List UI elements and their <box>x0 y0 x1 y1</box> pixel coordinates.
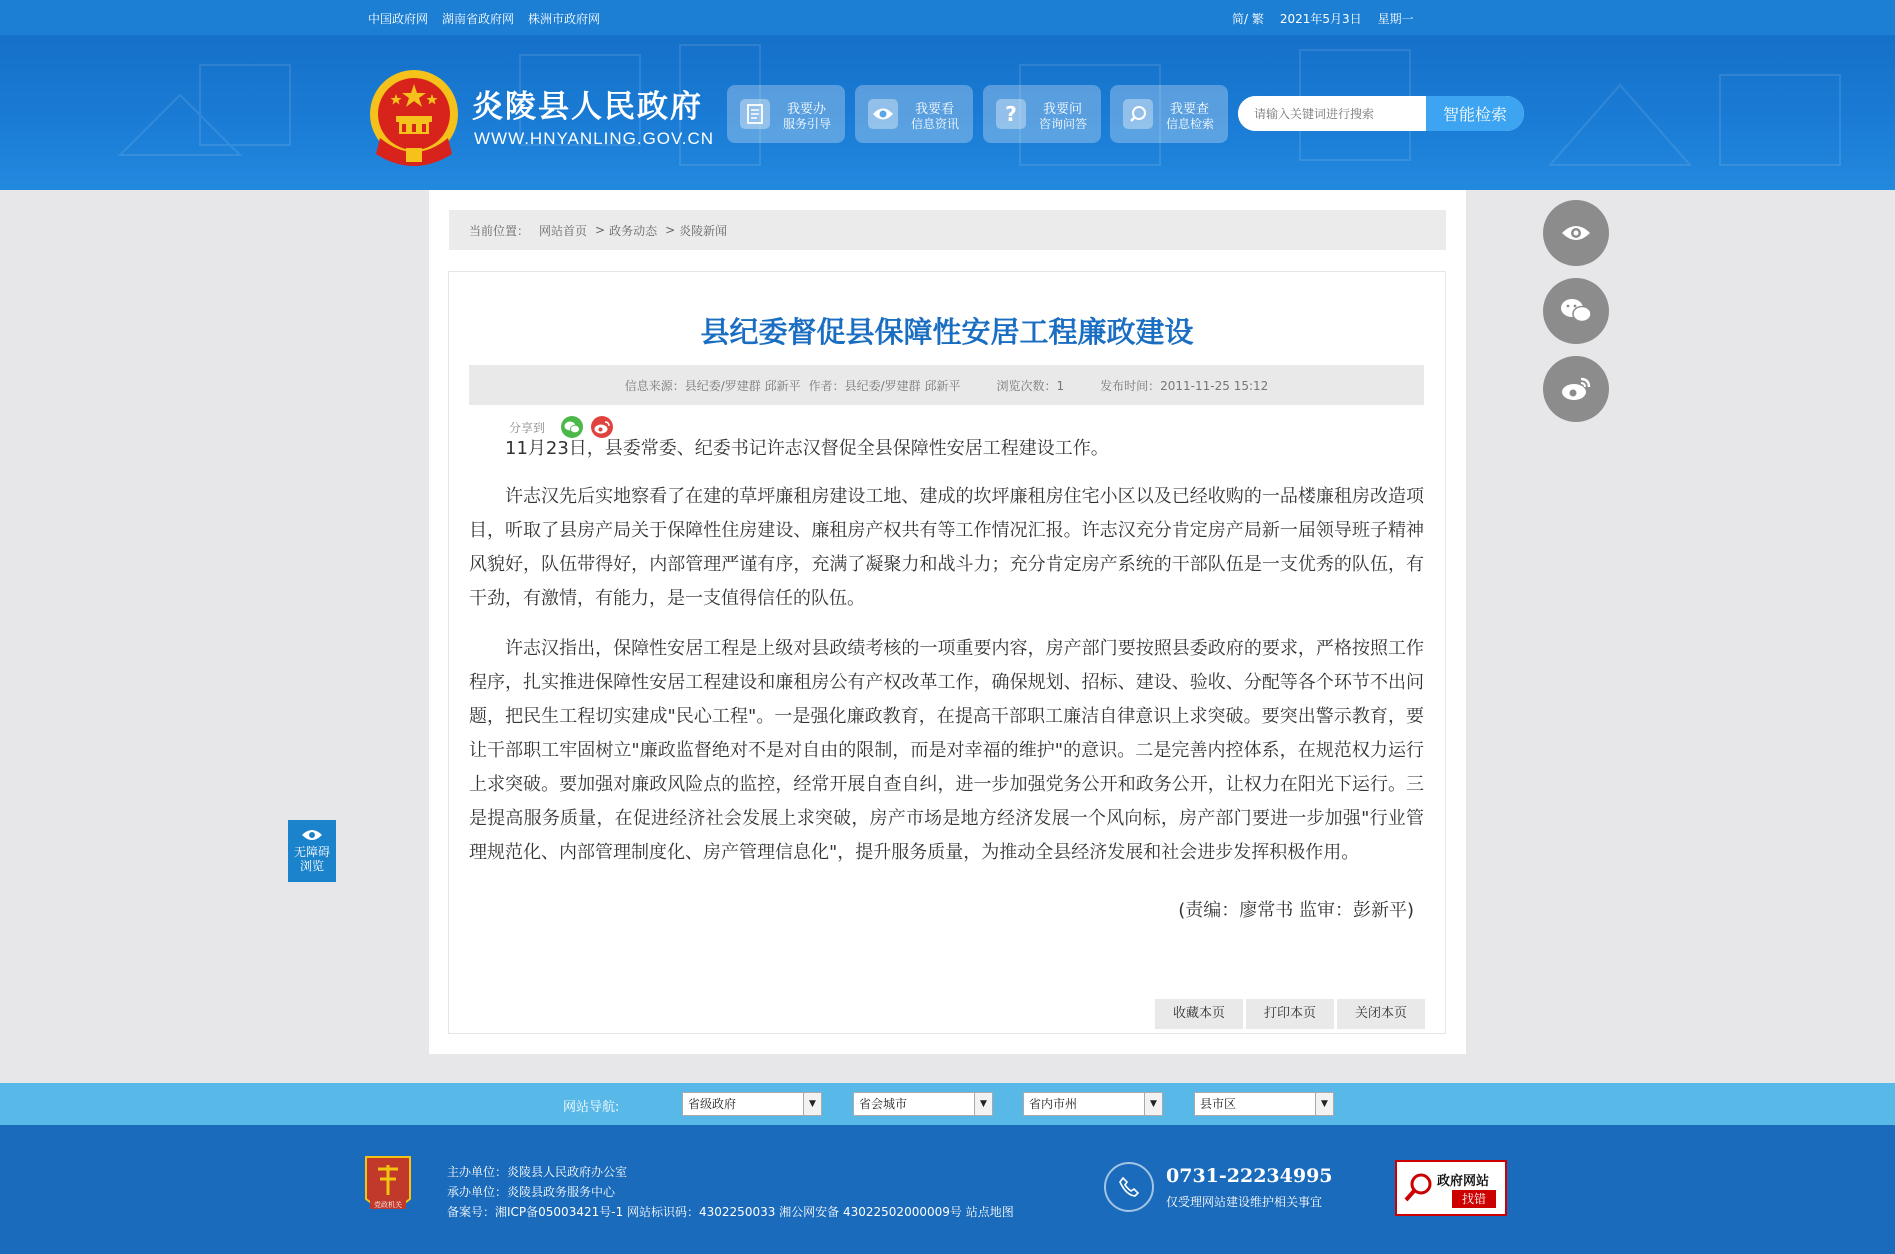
bookmark-page-button[interactable]: 收藏本页 <box>1155 999 1243 1029</box>
current-date: 2021年5月3日 <box>1279 12 1362 26</box>
chevron-down-icon: ▼ <box>974 1093 992 1115</box>
article-editor: (责编：廖常书 监审：彭新平) <box>1178 900 1414 921</box>
quick-link-info[interactable] <box>855 85 973 143</box>
main-panel <box>429 190 1466 1054</box>
meta-views: 浏览次数：1 <box>996 378 1065 393</box>
accessibility-label: 浏览 <box>299 859 324 873</box>
search-input[interactable] <box>1238 96 1426 131</box>
magnifier-icon <box>1403 1172 1435 1204</box>
eye-icon <box>868 99 898 129</box>
wechat-icon <box>1560 298 1592 324</box>
site-navigation-bar <box>0 1083 1895 1125</box>
search-icon <box>1123 99 1153 129</box>
article-meta <box>469 365 1424 405</box>
link-china-gov[interactable]: 中国政府网 <box>368 12 429 26</box>
quick-link-qa[interactable] <box>983 85 1101 143</box>
national-emblem-icon <box>366 68 462 174</box>
footer-phone: 0731-22234995 <box>1166 1165 1333 1187</box>
quick-link-title: 我要问 <box>1043 102 1083 117</box>
svg-text:党政机关: 党政机关 <box>374 1201 402 1209</box>
article-body <box>469 432 1424 886</box>
document-icon <box>740 99 770 129</box>
site-domain: WWW.HNYANLING.GOV.CN <box>474 129 715 148</box>
link-hunan-gov[interactable]: 湖南省政府网 <box>442 12 515 26</box>
breadcrumb-news[interactable]: 政务动态 <box>609 223 658 238</box>
eye-icon <box>1561 223 1591 243</box>
error-report-title: 政府网站 <box>1437 1174 1490 1189</box>
party-gov-badge-icon[interactable] <box>362 1155 414 1217</box>
article-paragraph: 许志汉指出，保障性安居工程是上级对县政绩考核的一项重要内容，房产部门要按照县委政府的要求，严格按照工作程序，扎实推进保障性安居工程建设和廉租房公有产权改革工作，确保规划、招标、建设、验收、分配等各个环节不出问题，把民生工程切实建成"民心工程"。一是强化廉政教育，在提高干部职工廉洁自律意识上求突破。要突出警示教育，要让干部职工牢固树立"廉政监督绝对不是对自由的限制，而是对幸福的维护"的意识。二是完善内控体系，在规范权力运行上求突破。要加强对廉政风险点的监控，经常开展自查自纠，进一步加强党务公开和政务公开，让权力在阳光下运行。三是提高服务质量，在促进经济社会发展上求突破，房产市场是地方经济发展一个风向标，房产部门要进一步加强"行业管理规范化、内部管理制度化、房产管理信息化"，提升服务质量，为推动全县经济发展和社会进步发挥积极作用。 <box>469 638 1424 863</box>
current-weekday: 星期一 <box>1377 12 1414 26</box>
breadcrumb-separator: > <box>665 223 676 237</box>
language-switch[interactable]: 简/ 繁 <box>1232 12 1264 26</box>
share-label: 分享到 <box>509 420 546 435</box>
meta-time: 发布时间：2011-11-25 15:12 <box>1100 378 1269 393</box>
search-box <box>1238 96 1524 131</box>
breadcrumb-local-news[interactable]: 炎陵新闻 <box>679 223 728 238</box>
error-report-label: 找错 <box>1452 1190 1496 1208</box>
weibo-icon <box>1561 377 1591 401</box>
eye-icon <box>301 828 323 842</box>
side-wechat-button[interactable] <box>1543 278 1609 344</box>
site-nav-label: 网站导航: <box>563 1100 620 1115</box>
accessibility-label: 无障碍 <box>293 845 330 859</box>
chevron-down-icon: ▼ <box>1315 1093 1333 1115</box>
link-zhuzhou-gov[interactable]: 株洲市政府网 <box>528 12 601 26</box>
question-icon: ? <box>996 99 1026 129</box>
quick-link-service-guide[interactable] <box>727 85 845 143</box>
footer-host: 主办单位：炎陵县人民政府办公室 <box>447 1165 628 1179</box>
side-weibo-button[interactable] <box>1543 356 1609 422</box>
print-page-button[interactable]: 打印本页 <box>1246 999 1334 1029</box>
side-eye-button[interactable] <box>1543 200 1609 266</box>
article-paragraph: 许志汉先后实地察看了在建的草坪廉租房建设工地、建成的坎坪廉租房住宅小区以及已经收购的一品楼廉租房改造项目，听取了县房产局关于保障性住房建设、廉租房产权共有等工作情况汇报。许志汉充分肯定房产局新一届领导班子精神风貌好，队伍带得好，内部管理严谨有序，充满了凝聚力和战斗力；充分肯定房产系统的干部队伍是一支优秀的队伍，有干劲，有激情，有能力，是一支值得信任的队伍。 <box>469 486 1424 609</box>
close-page-button[interactable]: 关闭本页 <box>1337 999 1425 1029</box>
search-button[interactable]: 智能检索 <box>1426 96 1524 131</box>
quick-link-subtitle: 信息资讯 <box>911 117 960 131</box>
quick-link-subtitle: 信息检索 <box>1166 117 1215 131</box>
phone-icon <box>1104 1162 1154 1212</box>
select-capital-city[interactable]: 省会城市 ▼ <box>853 1092 993 1116</box>
footer-phone-note: 仅受理网站建设维护相关事宜 <box>1166 1195 1323 1209</box>
site-header <box>0 35 1895 190</box>
gov-site-error-report-button[interactable] <box>1395 1160 1507 1216</box>
quick-link-subtitle: 服务引导 <box>783 117 832 131</box>
chevron-down-icon: ▼ <box>1144 1093 1162 1115</box>
select-county[interactable]: 县市区 ▼ <box>1194 1092 1334 1116</box>
breadcrumb-separator: > <box>595 223 606 237</box>
quick-link-subtitle: 咨询问答 <box>1039 117 1088 131</box>
site-title[interactable]: 炎陵县人民政府 <box>472 89 703 125</box>
meta-author: 作者：县纪委/罗建群 邱新平 <box>808 378 961 393</box>
footer-organizer: 承办单位：炎陵县政务服务中心 <box>447 1185 616 1199</box>
breadcrumb-label: 当前位置： <box>469 223 530 238</box>
select-province-city[interactable]: 省内市州 ▼ <box>1023 1092 1163 1116</box>
article-paragraph: 11月23日，县委常委、纪委书记许志汉督促全县保障性安居工程建设工作。 <box>505 438 1109 459</box>
quick-link-title: 我要查 <box>1170 102 1210 117</box>
site-footer <box>0 1125 1895 1254</box>
top-links <box>368 10 600 27</box>
select-provincial-gov[interactable]: 省级政府 ▼ <box>682 1092 822 1116</box>
footer-record[interactable]: 备案号：湘ICP备05003421号-1 网站标识码：4302250033 湘公网安备 43022502000009号 站点地图 <box>447 1205 1014 1219</box>
quick-link-title: 我要看 <box>915 102 955 117</box>
breadcrumb-home[interactable]: 网站首页 <box>539 223 588 238</box>
accessibility-button[interactable] <box>288 820 336 882</box>
top-bar <box>0 0 1895 35</box>
article <box>448 271 1446 1034</box>
breadcrumb <box>449 210 1446 250</box>
article-title: 县纪委督促县保障性安居工程廉政建设 <box>700 315 1194 349</box>
article-actions <box>1155 999 1425 1029</box>
meta-source: 信息来源：县纪委/罗建群 邱新平 <box>624 378 801 393</box>
quick-link-search[interactable] <box>1110 85 1228 143</box>
chevron-down-icon: ▼ <box>803 1093 821 1115</box>
footer-info <box>447 1162 1014 1222</box>
quick-link-title: 我要办 <box>787 102 827 117</box>
